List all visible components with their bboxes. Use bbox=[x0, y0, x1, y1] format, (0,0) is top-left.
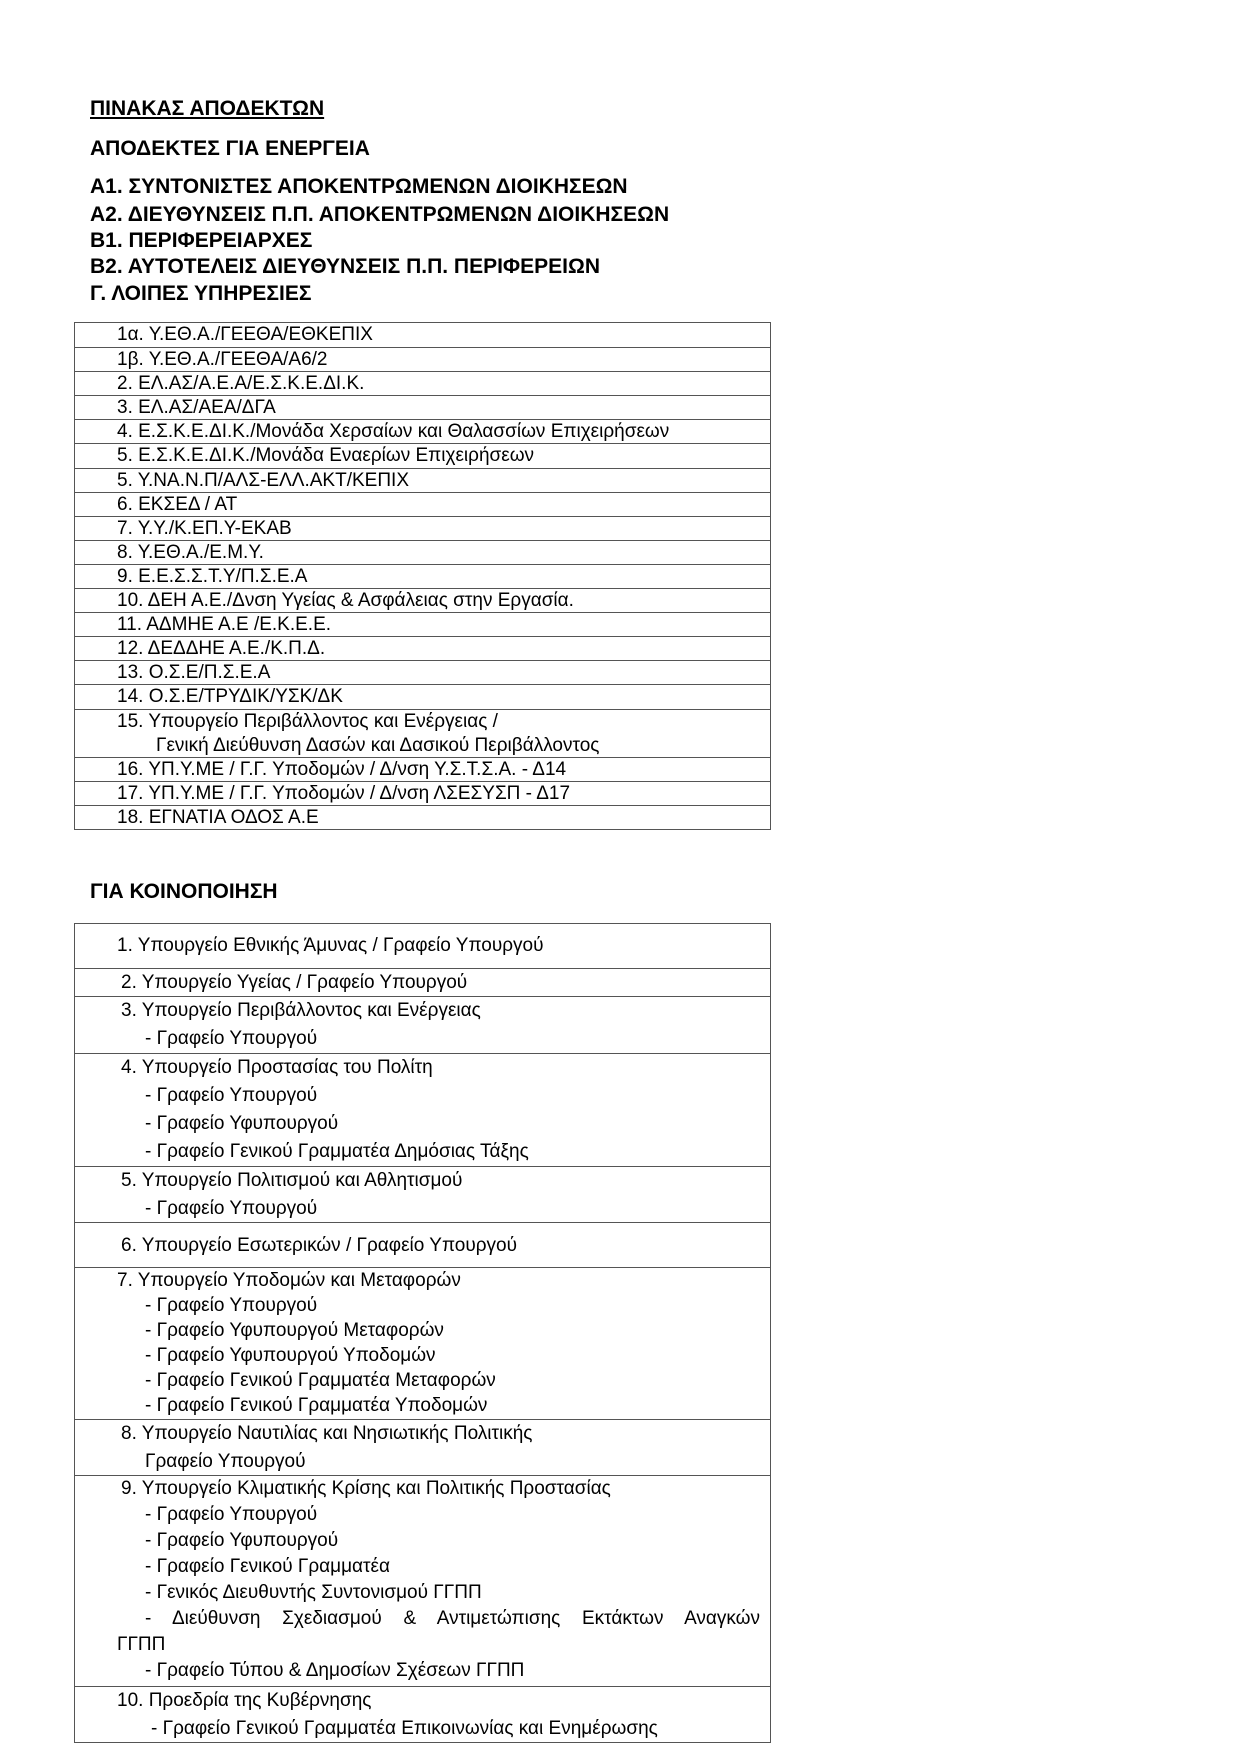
table-row bbox=[75, 1267, 770, 1419]
recipient-subitem: - Γραφείο Γενικού Γραμματέα Δημόσιας Τάξης bbox=[145, 1141, 529, 1162]
table-row bbox=[75, 395, 770, 419]
recipient-subitem: - Γραφείο Υφυπουργού bbox=[145, 1530, 339, 1551]
table-row bbox=[75, 781, 770, 805]
recipient-text: 6. Υπουργείο Εσωτερικών / Γραφείο Υπουργού bbox=[121, 1235, 518, 1256]
recipient-subitem: - Γραφείο Γενικού Γραμματέα Επικοινωνίας και Ενημέρωσης bbox=[151, 1718, 658, 1739]
recipient-subitem: Γραφείο Υπουργού bbox=[145, 1451, 306, 1472]
recipient-text: 12. ΔΕΔΔΗΕ Α.Ε./Κ.Π.Δ. bbox=[117, 638, 326, 660]
recipient-text: 2. ΕΛ.ΑΣ/Α.Ε.Α/Ε.Σ.Κ.Ε.ΔΙ.Κ. bbox=[117, 373, 365, 395]
table-row bbox=[75, 1419, 770, 1475]
table-row bbox=[75, 924, 770, 968]
recipient-text: 11. ΑΔΜΗΕ Α.Ε /Ε.Κ.Ε.Ε. bbox=[117, 614, 332, 636]
recipient-text: 14. Ο.Σ.Ε/ΤΡΥΔΙΚ/ΥΣΚ/ΔΚ bbox=[117, 686, 343, 708]
recipient-subitem: - Γραφείο Γενικού Γραμματέα Υποδομών bbox=[145, 1395, 488, 1416]
table-row bbox=[75, 540, 770, 564]
table-row bbox=[75, 660, 770, 684]
table-row bbox=[75, 323, 770, 347]
recipient-subitem: - Γραφείο Υπουργού bbox=[145, 1295, 318, 1316]
table-row bbox=[75, 371, 770, 395]
table-row bbox=[75, 968, 770, 996]
recipient-subitem: - Γραφείο Υπουργού bbox=[145, 1085, 318, 1106]
recipient-text: 3. Υπουργείο Περιβάλλοντος και Ενέργειας bbox=[121, 1000, 481, 1021]
recipient-subitem: - Γραφείο Γενικού Γραμματέα bbox=[145, 1556, 390, 1577]
table-row bbox=[75, 1053, 770, 1166]
recipient-text: 5. Υ.ΝΑ.Ν.Π/ΑΛΣ-ΕΛΛ.ΑΚΤ/ΚΕΠΙΧ bbox=[117, 469, 409, 491]
page-title: ΠΙΝΑΚΑΣ ΑΠΟΔΕΚΤΩΝ bbox=[90, 97, 325, 120]
table-row bbox=[75, 612, 770, 636]
category-b1: Β1. ΠΕΡΙΦΕΡΕΙΑΡΧΕΣ bbox=[90, 229, 313, 252]
recipient-subitem: - Γραφείο Υπουργού bbox=[145, 1028, 318, 1049]
recipient-subitem: - Γραφείο Υφυπουργού Μεταφορών bbox=[145, 1320, 444, 1341]
table-row bbox=[75, 1475, 770, 1686]
recipient-text: 7. Υπουργείο Υποδομών και Μεταφορών bbox=[117, 1270, 461, 1291]
recipient-subitem: ΓΓΠΠ bbox=[117, 1634, 166, 1655]
recipient-subitem: - Γραφείο Γενικού Γραμματέα Μεταφορών bbox=[145, 1370, 496, 1391]
notify-recipients-table bbox=[74, 923, 771, 1743]
table-row bbox=[75, 996, 770, 1053]
recipient-text: 10. ΔΕΗ Α.Ε./Δνση Υγείας & Ασφάλειας στην Εργασία. bbox=[117, 590, 574, 612]
table-row bbox=[75, 1222, 770, 1267]
recipient-text: 17. ΥΠ.Υ.ΜΕ / Γ.Γ. Υποδομών / Δ/νση ΛΣΕΣΥΣΠ - Δ17 bbox=[117, 782, 571, 804]
table-row bbox=[75, 805, 770, 829]
category-a1: Α1. ΣΥΝΤΟΝΙΣΤΕΣ ΑΠΟΚΕΝΤΡΩΜΕΝΩΝ ΔΙΟΙΚΗΣΕΩΝ bbox=[90, 175, 628, 198]
category-g: Γ. ΛΟΙΠΕΣ ΥΠΗΡΕΣΙΕΣ bbox=[90, 282, 312, 305]
table-row bbox=[75, 468, 770, 492]
recipient-text: 4. Υπουργείο Προστασίας του Πολίτη bbox=[121, 1057, 433, 1078]
table-row bbox=[75, 757, 770, 781]
action-recipients-table bbox=[74, 322, 771, 830]
recipient-subitem: - Γραφείο Υφυπουργού bbox=[145, 1113, 339, 1134]
recipient-text: 15. Υπουργείο Περιβάλλοντος και Ενέργειας / bbox=[117, 710, 498, 732]
recipient-subitem: - Γραφείο Υπουργού bbox=[145, 1198, 318, 1219]
recipient-text: 5. Υπουργείο Πολιτισμού και Αθλητισμού bbox=[121, 1170, 463, 1191]
recipient-subitem: - Γραφείο Υπουργού bbox=[145, 1504, 318, 1525]
table-row bbox=[75, 1686, 770, 1742]
recipient-text: 7. Υ.Υ./Κ.ΕΠ.Υ-ΕΚΑΒ bbox=[117, 517, 292, 539]
recipient-text: 1β. Υ.ΕΘ.Α./ΓΕΕΘΑ/Α6/2 bbox=[117, 349, 328, 371]
recipient-text: 2. Υπουργείο Υγείας / Γραφείο Υπουργού bbox=[121, 972, 468, 993]
recipient-subitem: - Γενικός Διευθυντής Συντονισμού ΓΓΠΠ bbox=[145, 1582, 482, 1603]
recipient-text: 1α. Υ.ΕΘ.Α./ΓΕΕΘΑ/ΕΘΚΕΠΙΧ bbox=[117, 324, 373, 345]
recipient-text: 9. Υπουργείο Κλιματικής Κρίσης και Πολιτικής Προστασίας bbox=[121, 1478, 611, 1499]
category-a2: Α2. ΔΙΕΥΘΥΝΣΕΙΣ Π.Π. ΑΠΟΚΕΝΤΡΩΜΕΝΩΝ ΔΙΟΙΚΗΣΕΩΝ bbox=[90, 203, 670, 226]
recipient-text: 3. ΕΛ.ΑΣ/ΑΕΑ/ΔΓΑ bbox=[117, 397, 276, 419]
recipient-text: 1. Υπουργείο Εθνικής Άμυνας / Γραφείο Υπουργού bbox=[117, 935, 544, 956]
table-row bbox=[75, 443, 770, 467]
recipient-subitem: - Γραφείο Τύπου & Δημοσίων Σχέσεων ΓΓΠΠ bbox=[145, 1660, 525, 1681]
table-row bbox=[75, 419, 770, 443]
recipient-subitem: - Διεύθυνση Σχεδιασμού & Αντιμετώπισης Εκτάκτων Αναγκών bbox=[145, 1608, 760, 1629]
recipient-text: 6. ΕΚΣΕΔ / ΑΤ bbox=[117, 493, 238, 515]
recipient-text: 18. ΕΓΝΑΤΙΑ ΟΔΟΣ Α.Ε bbox=[117, 806, 319, 828]
recipient-text: 8. Υ.ΕΘ.Α./Ε.Μ.Υ. bbox=[117, 541, 264, 563]
recipient-text: 10. Προεδρία της Κυβέρνησης bbox=[117, 1690, 372, 1711]
table-row bbox=[75, 684, 770, 708]
table-row bbox=[75, 1166, 770, 1222]
table-row bbox=[75, 564, 770, 588]
recipient-text: 4. Ε.Σ.Κ.Ε.ΔΙ.Κ./Μονάδα Χερσαίων και Θαλασσίων Επιχειρήσεων bbox=[117, 421, 670, 443]
table-row bbox=[75, 636, 770, 660]
recipient-text: Γενική Διεύθυνση Δασών και Δασικού Περιβάλλοντος bbox=[156, 734, 600, 756]
table-row bbox=[75, 588, 770, 612]
recipient-text: 5. Ε.Σ.Κ.Ε.ΔΙ.Κ./Μονάδα Εναερίων Επιχειρήσεων bbox=[117, 445, 535, 467]
action-heading: ΑΠΟΔΕΚΤΕΣ ΓΙΑ ΕΝΕΡΓΕΙΑ bbox=[90, 137, 370, 160]
recipient-subitem: - Γραφείο Υφυπουργού Υποδομών bbox=[145, 1345, 436, 1366]
recipient-text: 16. ΥΠ.Υ.ΜΕ / Γ.Γ. Υποδομών / Δ/νση Υ.Σ.Τ.Σ.Α. - Δ14 bbox=[117, 758, 567, 780]
notify-heading: ΓΙΑ ΚΟΙΝΟΠΟΙΗΣΗ bbox=[90, 880, 278, 903]
table-row bbox=[75, 492, 770, 516]
recipient-text: 8. Υπουργείο Ναυτιλίας και Νησιωτικής Πολιτικής bbox=[121, 1423, 533, 1444]
table-row bbox=[75, 709, 770, 757]
table-row bbox=[75, 516, 770, 540]
recipient-text: 13. Ο.Σ.Ε/Π.Σ.Ε.Α bbox=[117, 662, 271, 684]
recipient-text: 9. Ε.Ε.Σ.Σ.Τ.Υ/Π.Σ.Ε.Α bbox=[117, 565, 308, 587]
table-row bbox=[75, 347, 770, 371]
category-b2: Β2. ΑΥΤΟΤΕΛΕΙΣ ΔΙΕΥΘΥΝΣΕΙΣ Π.Π. ΠΕΡΙΦΕΡΕΙΩΝ bbox=[90, 255, 601, 278]
